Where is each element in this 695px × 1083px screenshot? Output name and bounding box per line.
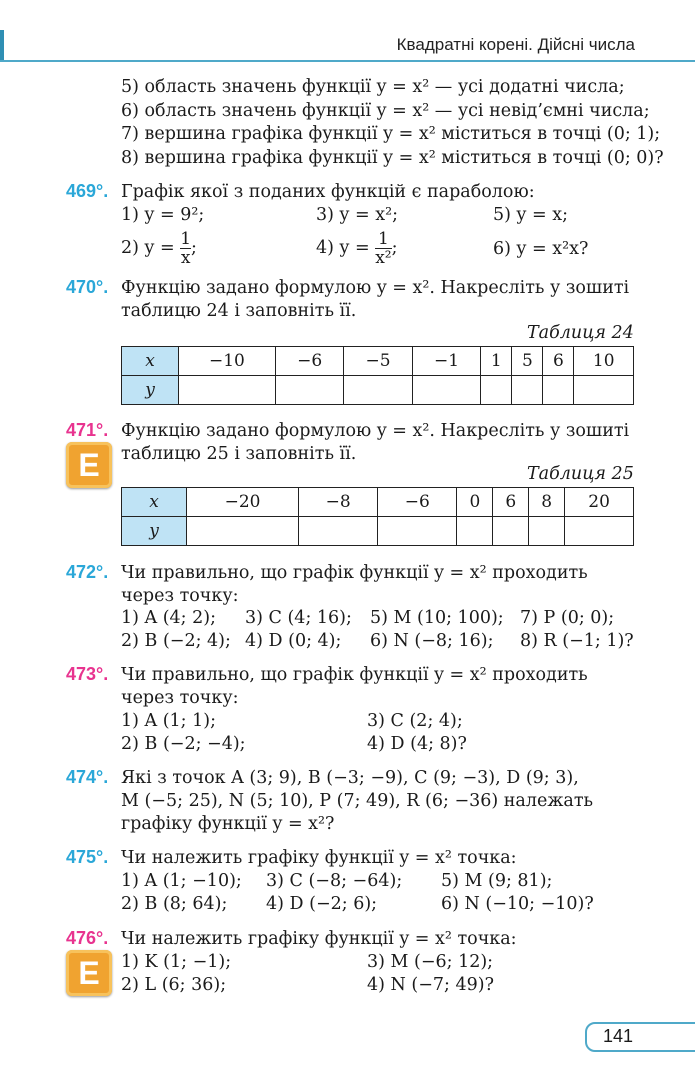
problem-471-number: 471°. (66, 420, 109, 440)
problem-475-option: 1) A (1; −10); (121, 871, 242, 891)
table-cell: −6 (378, 488, 457, 517)
table-25-row-x (122, 488, 634, 517)
table-24-row-x (122, 347, 634, 376)
problem-472-option: 7) P (0; 0); (520, 608, 615, 628)
table-24 (121, 346, 634, 405)
table-cell: 20 (565, 488, 634, 517)
problem-473-option: 4) D (4; 8)? (367, 734, 467, 754)
problem-474-line-1: Які з точок A (3; 9), B (−3; −9), C (9; −3), D (9; 3), (121, 768, 579, 788)
problem-475-option: 5) M (9; 81); (441, 871, 553, 891)
table-24-row-y (122, 376, 634, 405)
e-level-badge: E (66, 950, 112, 996)
problem-471-line-1: Функцію задано формулою y = x². Накресліть у зошиті (121, 421, 630, 441)
intro-line-7: 7) вершина графіка функції y = x² міститься в точці (0; 1); (121, 124, 661, 144)
problem-476-option: 3) M (−6; 12); (367, 952, 494, 972)
problem-474-number: 474°. (66, 767, 109, 787)
intro-line-8: 8) вершина графіка функції y = x² міститься в точці (0; 0)? (121, 148, 664, 168)
problem-473-option: 1) A (1; 1); (121, 711, 217, 731)
problem-475-option: 6) N (−10; −10)? (441, 894, 594, 914)
table-cell (574, 376, 634, 405)
fraction-1-over-x-squared (375, 230, 391, 267)
table-cell (299, 517, 378, 546)
intro-line-5: 5) область значень функції y = x² — усі додатні числа; (121, 77, 625, 97)
problem-472-option: 2) B (−2; 4); (121, 631, 231, 651)
table-cell: 6 (543, 347, 574, 376)
problem-473-line-1: Чи правильно, що графік функції y = x² проходить (121, 665, 588, 685)
table-cell: x (122, 347, 179, 376)
problem-476-option: 2) L (6; 36); (121, 975, 227, 995)
problem-474-line-2: M (−5; 25), N (5; 10), P (7; 49), R (6; −36) належать (121, 791, 594, 811)
problem-472-option: 4) D (0; 4); (245, 631, 342, 651)
table-cell: −6 (275, 347, 343, 376)
fraction-numerator: 1 (378, 229, 389, 249)
intro-line-6: 6) область значень функції y = x² — усі невід’ємні числа; (121, 101, 650, 121)
table-cell (493, 517, 529, 546)
problem-473-line-2: через точку: (121, 688, 239, 708)
problem-469-option-1: 1) y = 9²; (121, 205, 205, 225)
problem-472-option: 6) N (−8; 16); (370, 631, 494, 651)
problem-472-option: 3) C (4; 16); (245, 608, 352, 628)
problem-469-option-2 (121, 230, 197, 267)
page-number-box (585, 1022, 695, 1052)
problem-471-line-2: таблицю 25 і заповніть її. (121, 444, 357, 464)
problem-476-option: 4) N (−7; 49)? (367, 975, 494, 995)
problem-475-option: 4) D (−2; 6); (266, 894, 378, 914)
problem-470-line-2: таблицю 24 і заповніть її. (121, 301, 357, 321)
problem-469-option-4 (316, 230, 398, 267)
table-25 (121, 487, 634, 546)
table-cell: −5 (344, 347, 412, 376)
table-cell: 0 (457, 488, 493, 517)
e-level-badge: E (66, 442, 112, 488)
fraction-denominator: x² (375, 248, 392, 268)
problem-469-number: 469°. (66, 181, 109, 201)
option-2-prefix: 2) y = (121, 238, 175, 258)
table-cell (481, 376, 512, 405)
table-cell: y (122, 376, 179, 405)
problem-472-option: 8) R (−1; 1)? (520, 631, 634, 651)
table-25-caption: Таблиця 25 (527, 464, 634, 484)
table-cell: 10 (574, 347, 634, 376)
problem-473-option: 3) C (2; 4); (367, 711, 463, 731)
table-24-caption: Таблиця 24 (527, 323, 634, 343)
problem-469-text: Графік якої з поданих функцій є параболою: (121, 182, 535, 202)
running-header: Квадратні корені. Дійсні числа (396, 35, 635, 54)
table-cell (179, 376, 276, 405)
table-cell: −1 (412, 347, 480, 376)
problem-472-line-2: через точку: (121, 586, 239, 606)
table-25-row-y (122, 517, 634, 546)
table-cell (565, 517, 634, 546)
problem-472-number: 472°. (66, 562, 109, 582)
problem-470-line-1: Функцію задано формулою y = x². Накресліть у зошиті (121, 278, 630, 298)
problem-472-option: 5) M (10; 100); (370, 608, 504, 628)
table-cell: −8 (299, 488, 378, 517)
problem-476-line-1: Чи належить графіку функції y = x² точка: (121, 929, 517, 949)
problem-474-line-3: графіку функції y = x²? (121, 814, 335, 834)
table-cell: 1 (481, 347, 512, 376)
problem-476-number: 476°. (66, 928, 109, 948)
option-4-prefix: 4) y = (316, 238, 370, 258)
fraction-numerator: 1 (180, 229, 192, 249)
problem-476-option: 1) K (1; −1); (121, 952, 232, 972)
table-cell (512, 376, 543, 405)
table-cell (543, 376, 574, 405)
problem-469-option-5: 5) y = x; (493, 205, 568, 225)
table-cell: 6 (493, 488, 529, 517)
problem-469-option-3: 3) y = x²; (316, 205, 398, 225)
table-cell: y (122, 517, 187, 546)
table-cell: −10 (179, 347, 276, 376)
problem-469-option-6: 6) y = x²x? (493, 239, 589, 259)
problem-475-option: 2) B (8; 64); (121, 894, 228, 914)
table-cell (344, 376, 412, 405)
fraction-1-over-x (180, 230, 191, 267)
problem-475-option: 3) C (−8; −64); (266, 871, 403, 891)
table-cell (412, 376, 480, 405)
problem-473-number: 473°. (66, 664, 109, 684)
table-cell (378, 517, 457, 546)
problem-475-line-1: Чи належить графіку функції y = x² точка: (121, 848, 517, 868)
problem-475-number: 475°. (66, 847, 109, 867)
problem-473-option: 2) B (−2; −4); (121, 734, 246, 754)
table-cell (457, 517, 493, 546)
table-cell: −20 (187, 488, 299, 517)
table-cell (187, 517, 299, 546)
option-2-suffix: ; (191, 238, 197, 258)
problem-472-line-1: Чи правильно, що графік функції y = x² проходить (121, 563, 588, 583)
problem-470-number: 470°. (66, 277, 109, 297)
page-number: 141 (603, 1026, 634, 1046)
fraction-denominator: x (180, 248, 191, 268)
table-cell (275, 376, 343, 405)
problem-472-option: 1) A (4; 2); (121, 608, 217, 628)
table-cell: 5 (512, 347, 543, 376)
table-cell: x (122, 488, 187, 517)
table-cell: 8 (529, 488, 565, 517)
option-4-suffix: ; (391, 238, 398, 258)
table-cell (529, 517, 565, 546)
